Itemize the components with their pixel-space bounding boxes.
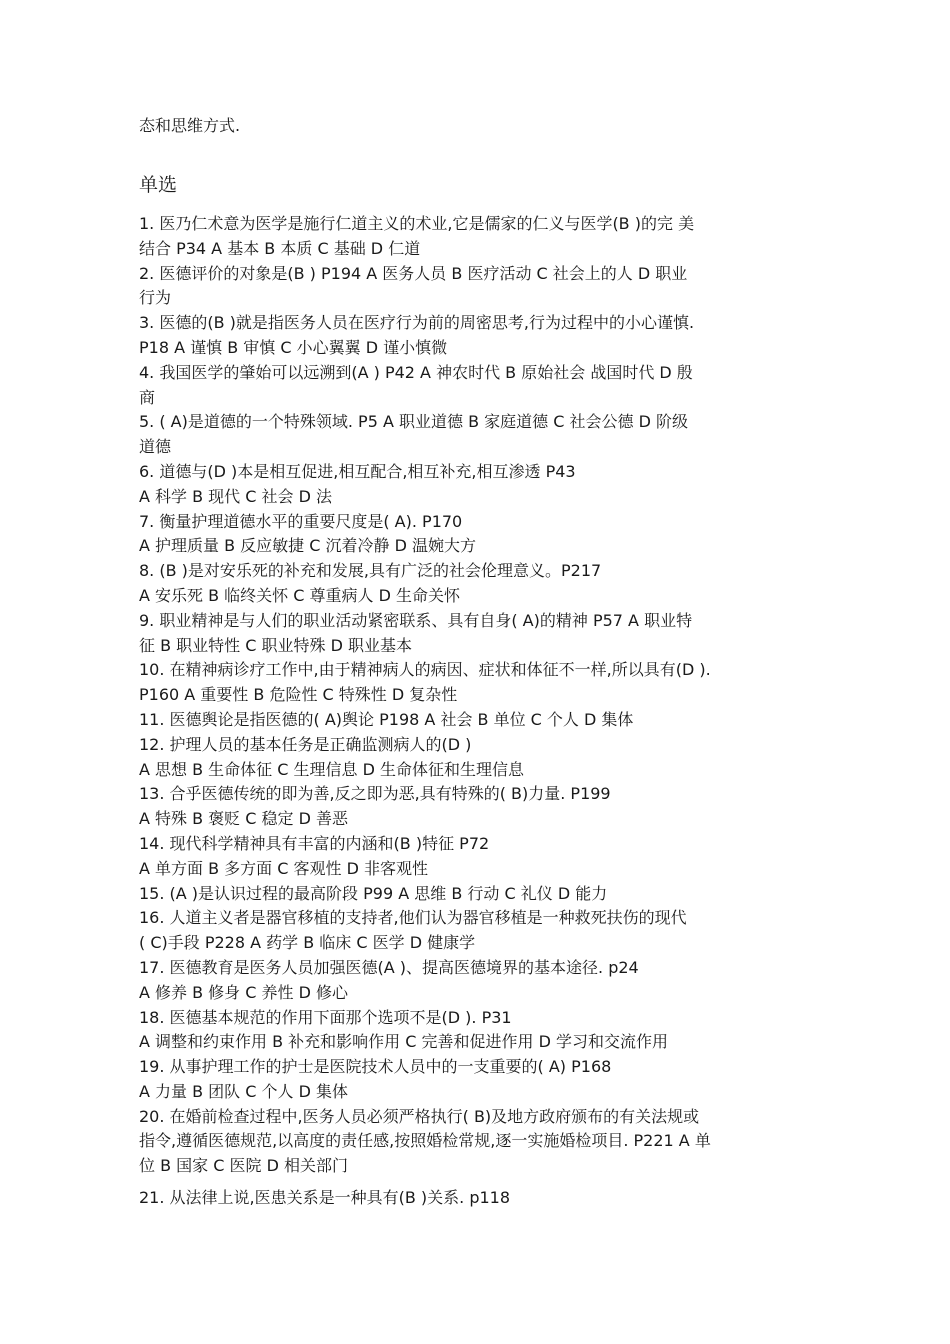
text-line: 3. 医德的(B )就是指医务人员在医疗行为前的周密思考,行为过程中的小心谨慎. (139, 313, 695, 333)
text-line: A 单方面 B 多方面 C 客观性 D 非客观性 (139, 858, 429, 878)
section-title: 单选 (139, 174, 178, 196)
text-line: P18 A 谨慎 B 审慎 C 小心翼翼 D 谨小慎微 (139, 337, 448, 357)
text-line: 结合 P34 A 基本 B 本质 C 基础 D 仁道 (139, 238, 421, 258)
text-line: 8. (B )是对安乐死的补充和发展,具有广泛的社会伦理意义。P217 (139, 561, 602, 581)
text-line: A 护理质量 B 反应敏捷 C 沉着冷静 D 温婉大方 (139, 536, 477, 556)
text-line: 位 B 国家 C 医院 D 相关部门 (139, 1156, 348, 1176)
text-line: 商 (139, 387, 156, 407)
text-line: P160 A 重要性 B 危险性 C 特殊性 D 复杂性 (139, 685, 458, 705)
text-line: 5. ( A)是道德的一个特殊领域. P5 A 职业道德 B 家庭道德 C 社会公德 D 阶级 (139, 412, 688, 432)
question-list (139, 212, 829, 1211)
text-line: A 调整和约束作用 B 补充和影响作用 C 完善和促进作用 D 学习和交流作用 (139, 1032, 669, 1052)
text-line: A 修养 B 修身 C 养性 D 修心 (139, 982, 349, 1002)
text-line: 行为 (139, 288, 172, 308)
text-line: 21. 从法律上说,医患关系是一种具有(B )关系. p118 (139, 1188, 511, 1208)
text-line: 道德 (139, 437, 172, 457)
text-line: 4. 我国医学的肇始可以远溯到(A ) P42 A 神农时代 B 原始社会 战国时代 D 殷 (139, 362, 693, 382)
text-line: 14. 现代科学精神具有丰富的内涵和(B )特征 P72 (139, 833, 490, 853)
text-line: 15. (A )是认识过程的最高阶段 P99 A 思维 B 行动 C 礼仪 D 能力 (139, 883, 608, 903)
text-line: 9. 职业精神是与人们的职业活动紧密联系、具有自身( A)的精神 P57 A 职业特 (139, 610, 693, 630)
text-line: 7. 衡量护理道德水平的重要尺度是( A). P170 (139, 511, 463, 531)
text-line: A 思想 B 生命体征 C 生理信息 D 生命体征和生理信息 (139, 759, 525, 779)
text-line: A 特殊 B 褒贬 C 稳定 D 善恶 (139, 809, 349, 829)
text-line: 17. 医德教育是医务人员加强医德(A )、提高医德境界的基本途径. p24 (139, 957, 639, 977)
text-line: A 安乐死 B 临终关怀 C 尊重病人 D 生命关怀 (139, 585, 461, 605)
text-line: 19. 从事护理工作的护士是医院技术人员中的一支重要的( A) P168 (139, 1057, 612, 1077)
text-line: 13. 合乎医德传统的即为善,反之即为恶,具有特殊的( B)力量. P199 (139, 784, 611, 804)
text-line: ( C)手段 P228 A 药学 B 临床 C 医学 D 健康学 (139, 933, 476, 953)
text-line: 1. 医乃仁术意为医学是施行仁道主义的术业,它是儒家的仁义与医学(B )的完 美 (139, 214, 695, 233)
text-line: 指令,遵循医德规范,以高度的责任感,按照婚检常规,逐一实施婚检项目. P221 A 单 (139, 1131, 711, 1151)
text-line: 11. 医德舆论是指医德的( A)舆论 P198 A 社会 B 单位 C 个人 D 集体 (139, 709, 634, 729)
text-line: A 科学 B 现代 C 社会 D 法 (139, 486, 333, 506)
text-line: 征 B 职业特性 C 职业特殊 D 职业基本 (139, 635, 412, 655)
intro-text: 态和思维方式. (139, 116, 241, 135)
text-line: 10. 在精神病诊疗工作中,由于精神病人的病因、症状和体征不一样,所以具有(D ). (139, 660, 711, 680)
text-line: A 力量 B 团队 C 个人 D 集体 (139, 1081, 349, 1101)
text-line: 18. 医德基本规范的作用下面那个选项不是(D ). P31 (139, 1007, 512, 1027)
text-line: 2. 医德评价的对象是(B ) P194 A 医务人员 B 医疗活动 C 社会上的人 D 职业 (139, 263, 688, 283)
text-line: 16. 人道主义者是器官移植的支持者,他们认为器官移植是一种救死扶伤的现代 (139, 908, 687, 928)
text-line: 20. 在婚前检查过程中,医务人员必须严格执行( B)及地方政府颁布的有关法规或 (139, 1106, 700, 1126)
text-line: 12. 护理人员的基本任务是正确监测病人的(D ) (139, 734, 472, 754)
text-line: 6. 道德与(D )本是相互促进,相互配合,相互补充,相互渗透 P43 (139, 461, 576, 481)
